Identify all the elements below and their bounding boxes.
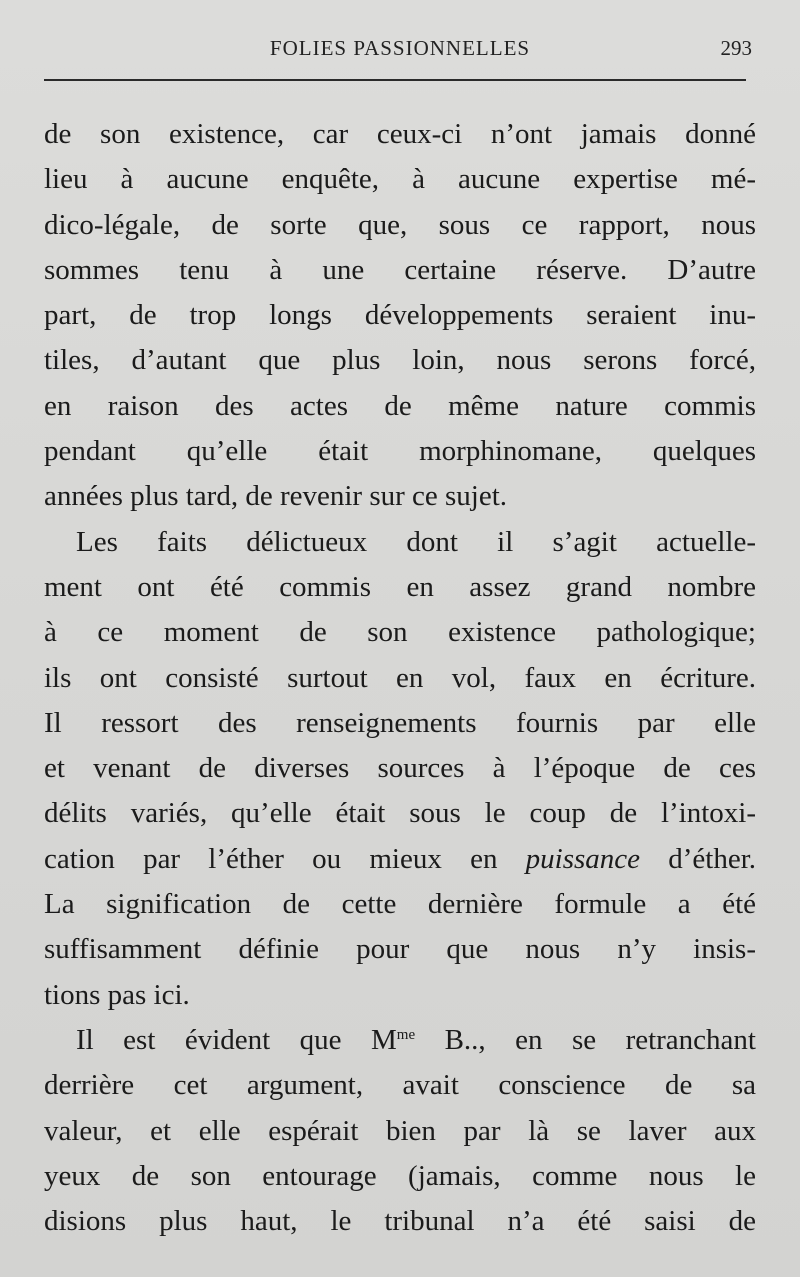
text-line: à ce moment de son existence pathologique; — [44, 616, 756, 649]
text-line: délits variés, qu’elle était sous le coup de l’intoxi- — [44, 797, 756, 830]
text-line: ils ont consisté surtout en vol, faux en écriture. — [44, 661, 756, 694]
text-line: ment ont été commis en assez grand nombre — [44, 570, 756, 603]
text-line: tions pas ici. — [44, 978, 190, 1011]
text-segment: Il est évident que M — [76, 1023, 397, 1056]
running-header — [42, 36, 758, 70]
text-line: Il ressort des renseignements fournis par elle — [44, 706, 756, 739]
text-line: derrière cet argument, avait conscience de sa — [44, 1069, 756, 1102]
text-line: valeur, et elle espérait bien par là se laver aux — [44, 1114, 756, 1147]
text-line: années plus tard, de revenir sur ce sujet. — [44, 480, 508, 513]
text-line: yeux de son entourage (jamais, comme nous le — [44, 1159, 756, 1192]
text-line: La signification de cette dernière formule a été — [44, 888, 756, 921]
text-line: lieu à aucune enquête, à aucune expertise mé- — [44, 163, 756, 196]
italic-word: puissance — [525, 842, 641, 875]
text-body — [44, 112, 756, 1244]
page-number: 293 — [720, 36, 752, 60]
text-line: part, de trop longs développements seraient inu- — [44, 299, 756, 332]
superscript-abbreviation: me — [396, 1026, 416, 1043]
text-line: sommes tenu à une certaine réserve. D’autre — [44, 253, 756, 286]
text-line: pendant qu’elle était morphinomane, quelques — [44, 435, 756, 468]
text-line-with-superscript — [44, 1018, 756, 1063]
text-segment: d’éther. — [640, 842, 757, 875]
text-segment: cation par l’éther ou mieux en — [44, 842, 526, 875]
text-line: tiles, d’autant que plus loin, nous serons forcé, — [44, 344, 756, 377]
text-line: suffisamment définie pour que nous n’y insis- — [44, 933, 756, 966]
text-line: dico-légale, de sorte que, sous ce rapport, nous — [44, 208, 756, 241]
text-line: disions plus haut, le tribunal n’a été saisi de — [44, 1205, 756, 1238]
text-line: de son existence, car ceux-ci n’ont jamais donné — [44, 118, 756, 150]
header-rule — [44, 79, 746, 81]
text-segment: B.., en se retranchant — [415, 1023, 756, 1056]
text-line-with-italic — [44, 837, 756, 882]
running-title: FOLIES PASSIONNELLES — [269, 36, 531, 60]
text-line: en raison des actes de même nature commis — [44, 389, 756, 422]
text-line: et venant de diverses sources à l’époque de ces — [44, 752, 756, 785]
text-line: Les faits délictueux dont il s’agit actuelle- — [76, 525, 756, 558]
